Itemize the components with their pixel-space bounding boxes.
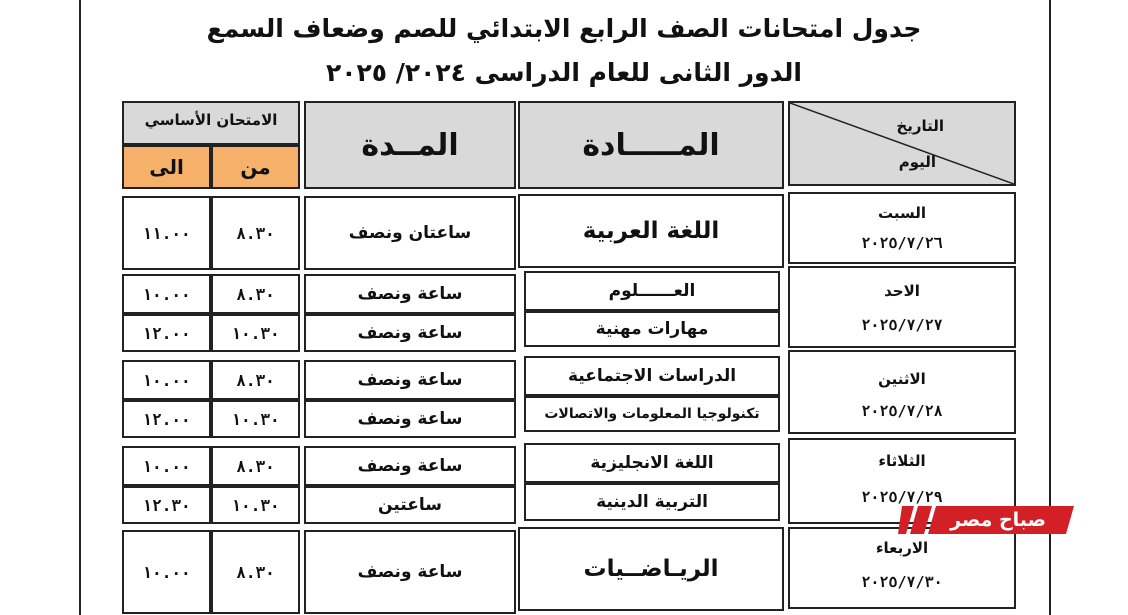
subject-cell: اللغة الانجليزية [524, 443, 780, 483]
duration-cell: ساعة ونصف [304, 530, 516, 614]
to-cell: ١٢.٠٠ [122, 314, 211, 352]
day-cell-3 [788, 350, 1016, 434]
day-date: ٢٠٢٥/٧/٣٠ [861, 573, 943, 591]
duration-cell: ساعة ونصف [304, 400, 516, 438]
subject-cell: مهارات مهنية [524, 311, 780, 347]
to-header: الى [122, 145, 211, 189]
header-diagonal-line [790, 103, 1014, 184]
day-name: السبت [877, 204, 927, 222]
from-cell: ١٠.٣٠ [211, 486, 300, 524]
to-cell: ١٢.٠٠ [122, 400, 211, 438]
date-header-label: التاريخ [896, 117, 944, 135]
subject-cell: اللغة العربية [518, 194, 784, 268]
day-cell-1 [788, 192, 1016, 264]
page-subtitle: الدور الثانى للعام الدراسى ٢٠٢٤/ ٢٠٢٥ [326, 58, 802, 87]
day-date: ٢٠٢٥/٧/٢٩ [861, 488, 943, 506]
duration-cell: ساعتين [304, 486, 516, 524]
to-cell: ١١.٠٠ [122, 196, 211, 270]
from-cell: ١٠.٣٠ [211, 314, 300, 352]
day-name: الاثنين [878, 370, 926, 388]
day-name: الاربعاء [875, 539, 929, 557]
duration-cell: ساعة ونصف [304, 446, 516, 486]
from-cell: ٨.٣٠ [211, 530, 300, 614]
to-cell: ١٠.٠٠ [122, 530, 211, 614]
page-title: جدول امتحانات الصف الرابع الابتدائي للصم وضعاف السمع [206, 14, 922, 43]
subject-cell: العــــــلوم [524, 271, 780, 311]
duration-cell: ساعة ونصف [304, 314, 516, 352]
subject-cell: الدراسات الاجتماعية [524, 356, 780, 396]
duration-cell: ساعة ونصف [304, 274, 516, 314]
subject-cell: تكنولوجيا المعلومات والاتصالات [524, 396, 780, 432]
to-cell: ١٢.٣٠ [122, 486, 211, 524]
day-header-label: اليوم [898, 153, 936, 171]
to-cell: ١٠.٠٠ [122, 360, 211, 400]
day-cell-2 [788, 266, 1016, 348]
day-date: ٢٠٢٥/٧/٢٧ [861, 316, 943, 334]
duration-cell: ساعة ونصف [304, 360, 516, 400]
from-cell: ١٠.٣٠ [211, 400, 300, 438]
watermark-text: صباح مصر [950, 509, 1046, 531]
date-day-header [788, 101, 1016, 186]
from-cell: ٨.٣٠ [211, 446, 300, 486]
day-name: الثلاثاء [878, 452, 926, 470]
day-date: ٢٠٢٥/٧/٢٦ [861, 234, 943, 252]
to-cell: ١٠.٠٠ [122, 446, 211, 486]
duration-cell: ساعتان ونصف [304, 196, 516, 270]
subject-cell: الريـاضــيات [518, 527, 784, 611]
day-date: ٢٠٢٥/٧/٢٨ [861, 402, 943, 420]
day-cell-5 [788, 527, 1016, 609]
subject-header: المـــــادة [518, 101, 784, 189]
from-cell: ٨.٣٠ [211, 196, 300, 270]
day-name: الاحد [884, 282, 920, 300]
from-header: من [211, 145, 300, 189]
duration-header: المــدة [304, 101, 516, 189]
left-border-line [79, 0, 81, 615]
from-cell: ٨.٣٠ [211, 274, 300, 314]
to-cell: ١٠.٠٠ [122, 274, 211, 314]
from-cell: ٨.٣٠ [211, 360, 300, 400]
main-exam-header: الامتحان الأساسي [122, 101, 300, 145]
subject-cell: التربية الدينية [524, 483, 780, 521]
